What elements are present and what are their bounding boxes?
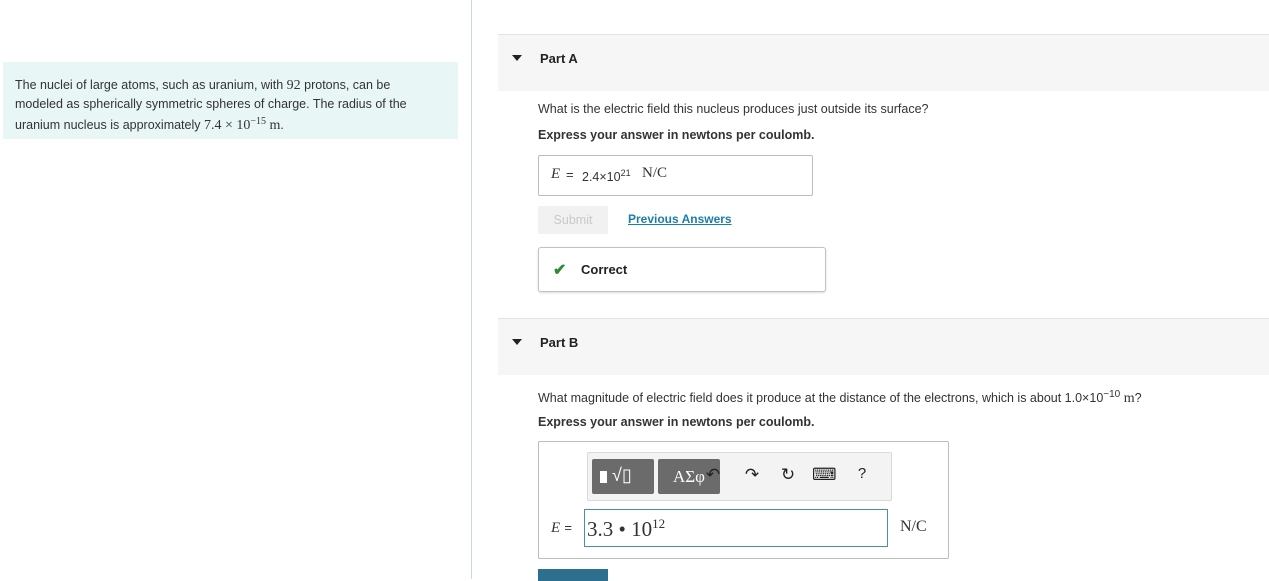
- part-b-question-mark: ?: [1134, 391, 1142, 406]
- collapse-caret-icon[interactable]: [512, 55, 522, 61]
- answer-input-value[interactable]: [587, 516, 665, 542]
- part-b-question-unit: m: [1120, 391, 1135, 407]
- submit-button-disabled: Submit: [538, 206, 608, 234]
- intro-text-2: protons, can be: [300, 78, 391, 92]
- part-b-question: [538, 389, 1142, 407]
- problem-intro-text: [15, 76, 440, 135]
- answer-input[interactable]: [584, 509, 888, 547]
- answer-unit: N/C: [642, 165, 668, 181]
- part-a-header[interactable]: [498, 34, 1269, 91]
- intro-text-3: modeled as spherically symmetric spheres of charge. The radius of the: [15, 97, 407, 111]
- radius-exponent: −15: [250, 116, 267, 127]
- part-b-instruction: Express your answer in newtons per coulomb.: [538, 415, 815, 429]
- intro-text-4: uranium nucleus is approximately: [15, 118, 204, 133]
- answer-mantissa: 3.3 • 10: [587, 517, 653, 541]
- math-toolbar: [587, 452, 892, 501]
- part-b-question-exponent: −10: [1103, 389, 1121, 400]
- answer-variable: E: [551, 520, 561, 536]
- help-button[interactable]: ?: [857, 465, 867, 482]
- radius-value: 7.4 × 10: [203, 118, 251, 134]
- collapse-caret-icon[interactable]: [512, 339, 522, 345]
- feedback-text: Correct: [581, 262, 628, 277]
- answer-label: [551, 519, 572, 537]
- part-b-title: Part B: [540, 335, 579, 350]
- part-a-question: What is the electric field this nucleus produces just outside its surface?: [538, 102, 929, 116]
- feedback-correct: [538, 247, 826, 292]
- part-b-answer-area: [538, 441, 949, 559]
- previous-answers-link[interactable]: Previous Answers: [628, 212, 732, 226]
- redo-icon[interactable]: ↷: [744, 465, 760, 484]
- part-b-header[interactable]: [498, 318, 1269, 375]
- radius-unit: m: [266, 118, 281, 134]
- part-a-title: Part A: [540, 51, 578, 66]
- problem-intro-panel: [3, 62, 458, 139]
- reset-icon[interactable]: ↻: [780, 465, 796, 484]
- answer-mantissa: 2.4×10: [582, 170, 621, 185]
- answer-variable: E: [551, 166, 561, 182]
- answer-value: [582, 168, 631, 184]
- answer-equals: =: [566, 167, 574, 182]
- template-block-icon: [600, 471, 607, 483]
- answer-equals: =: [564, 520, 572, 535]
- keyboard-icon[interactable]: ⌨: [812, 465, 837, 484]
- checkmark-icon: ✔: [553, 262, 567, 279]
- proton-count: 92: [286, 78, 301, 93]
- answer-exponent: 21: [620, 168, 631, 178]
- answer-unit: N/C: [900, 518, 927, 535]
- undo-icon[interactable]: ↶: [705, 465, 721, 484]
- intro-period: .: [280, 118, 284, 133]
- part-a-answer-box: [538, 155, 813, 196]
- sqrt-template-icon: √▯: [612, 465, 632, 485]
- part-a-instruction: Express your answer in newtons per coulomb.: [538, 128, 815, 142]
- answer-exponent: 12: [652, 516, 666, 531]
- submit-button[interactable]: [538, 569, 608, 581]
- templates-button[interactable]: [592, 459, 654, 494]
- greek-symbols-button[interactable]: ΑΣφ: [658, 459, 720, 494]
- intro-text-1: The nuclei of large atoms, such as uranium, with: [15, 78, 287, 92]
- part-b-question-text: What magnitude of electric field does it produce at the distance of the electrons, which is about 1.0×10: [538, 391, 1104, 406]
- panel-divider: [471, 0, 472, 579]
